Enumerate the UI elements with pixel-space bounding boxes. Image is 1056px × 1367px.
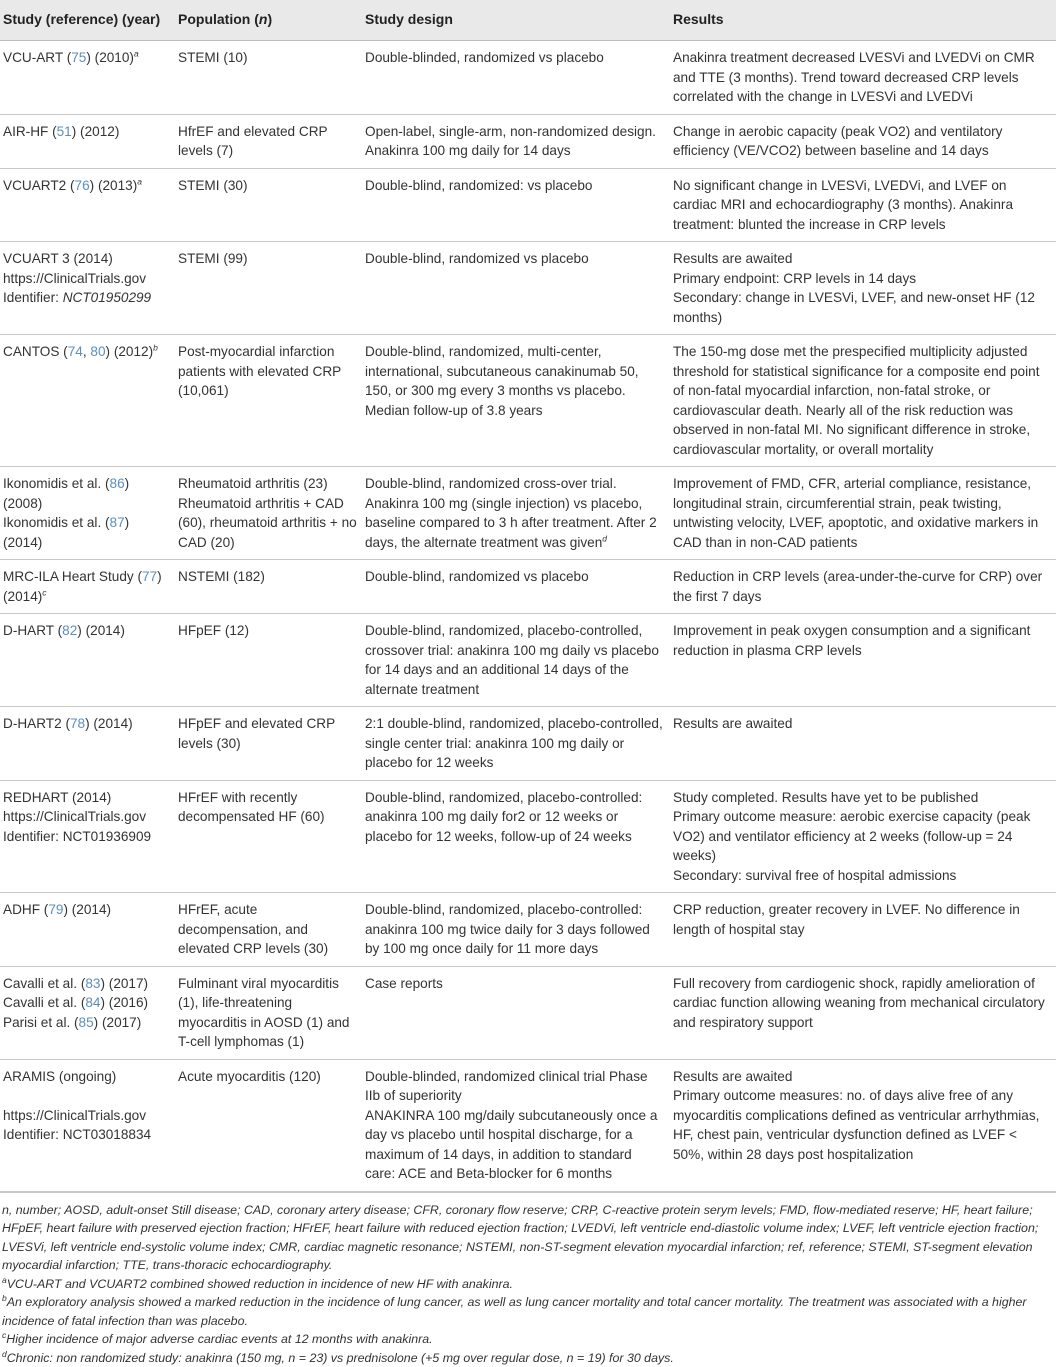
table-row: [0, 560, 1056, 614]
design-text: Double-blinded, randomized vs placebo: [365, 48, 665, 68]
cell-population: [175, 242, 362, 335]
abbreviations-note: n, number; AOSD, adult-onset Still disease; CAD, coronary artery disease; CFR, coronary flow reserve; CRP, C-reactive protein serym levels; FMD, flow-mediated reserve; HF, heart failure; HFpEF, heart failure with preserved ejection fraction; HFrEF, heart failure with reduced ejection fraction; LVEDVi, left ventricle end-diastolic volume index; LVEF, left ventricle ejection fraction; LVESVi, left ventricle end-systolic volume index; CMR, cardiac magnetic resonance; NSTEMI, non-ST-segment elevation myocardial infarction; ref, reference; STEMI, ST-segment elevation myocardial infarction; TTE, trans-thoracic echocardiography.: [2, 1201, 1052, 1275]
footnote: [2, 1275, 1052, 1294]
study-name: [3, 900, 170, 920]
study-line: [3, 788, 170, 808]
study-name: [3, 48, 170, 68]
study-text: REDHART (2014): [3, 790, 111, 805]
study-name: [3, 974, 170, 994]
results-text: Results are awaited: [673, 1067, 1051, 1087]
cell-results: [670, 335, 1056, 467]
table-row: [0, 41, 1056, 115]
cell-results: [670, 707, 1056, 781]
table-footnotes: [0, 1192, 1056, 1367]
text-segment: ) (2017): [100, 976, 148, 991]
population-text: Acute myocarditis (120): [178, 1067, 357, 1087]
cell-results: [670, 1059, 1056, 1191]
population-text: HFrEF, acute decompensation, and elevated CRP levels (30): [178, 900, 357, 959]
design-text: Case reports: [365, 974, 665, 994]
cell-population: [175, 560, 362, 614]
text-segment: MRC-ILA Heart Study (: [3, 569, 142, 584]
population-text: Post-myocardial infarction patients with elevated CRP (10,061): [178, 342, 357, 401]
results-text: Primary outcome measure: aerobic exercise capacity (peak VO2) and ventilator efficiency at 2 weeks (follow-up = 24 weeks): [673, 807, 1051, 866]
study-line: [3, 269, 170, 289]
reference-link[interactable]: 78: [70, 716, 85, 731]
reference-link[interactable]: 86: [110, 476, 125, 491]
text-segment: ) (2017): [94, 1015, 142, 1030]
results-text: Results are awaited: [673, 714, 1051, 734]
study-name: [3, 513, 170, 552]
table-row: [0, 114, 1056, 168]
cell-population: [175, 467, 362, 560]
results-text: Change in aerobic capacity (peak VO2) and ventilatory efficiency (VE/VCO2) between baseline and 14 days: [673, 122, 1051, 161]
footnote-mark: c: [42, 587, 46, 597]
study-line: [3, 827, 170, 847]
text-segment: CANTOS (: [3, 344, 68, 359]
results-text: Improvement of FMD, CFR, arterial compliance, resistance, longitudinal strain, circumferential strain, peak twisting, untwisting velocity, LVEF, apoptotic, and oxidative markers in CAD than in non-CAD patients: [673, 474, 1051, 552]
design-text: ANAKINRA 100 mg/daily subcutaneously once a day vs placebo until hospital discharge, for a maximum of 14 days, in addition to standard care: ACE and Beta-blocker for 6 months: [365, 1106, 665, 1184]
text-segment: ) (2008): [3, 476, 129, 511]
cell-study: [0, 560, 175, 614]
cell-population: [175, 707, 362, 781]
cell-results: [670, 168, 1056, 242]
table-row: [0, 1059, 1056, 1191]
trial-identifier: NCT01950299: [63, 290, 151, 305]
results-text: Results are awaited: [673, 249, 1051, 269]
design-text: Double-blind, randomized: vs placebo: [365, 176, 665, 196]
reference-link[interactable]: 87: [110, 515, 125, 530]
cell-population: [175, 614, 362, 707]
footnote-mark: d: [602, 533, 607, 543]
text-segment: ) (2013): [90, 178, 138, 193]
cell-results: [670, 114, 1056, 168]
cell-design: [362, 614, 670, 707]
footnote: [2, 1349, 1052, 1367]
cell-results: [670, 242, 1056, 335]
table-header: [0, 0, 1056, 41]
study-line: [3, 1106, 170, 1126]
cell-study: [0, 1059, 175, 1191]
text-segment: ADHF (: [3, 902, 48, 917]
text-segment: AIR-HF (: [3, 124, 57, 139]
cell-design: [362, 168, 670, 242]
text-segment: VCU-ART (: [3, 50, 71, 65]
design-text: Double-blind, randomized, placebo-controlled, crossover trial: anakinra 100 mg daily vs placebo for 14 days and an additional 14 days of the alternate treatment: [365, 621, 665, 699]
text-segment: Cavalli et al. (: [3, 995, 85, 1010]
table-row: [0, 707, 1056, 781]
results-text: Secondary: change in LVESVi, LVEF, and new-onset HF (12 months): [673, 288, 1051, 327]
table-row: [0, 780, 1056, 893]
text-segment: Double-blind, randomized cross-over trial. Anakinra 100 mg (single injection) vs placebo, baseline compared to 3 h after treatment. After 2 days, the alternate treatment was given: [365, 476, 657, 550]
population-text: HFrEF with recently decompensated HF (60): [178, 788, 357, 827]
study-name: [3, 176, 170, 196]
cell-design: [362, 780, 670, 893]
study-name: [3, 342, 170, 362]
cell-study: [0, 707, 175, 781]
cell-population: [175, 780, 362, 893]
header-study: Study (reference) (year): [0, 0, 175, 41]
footnote-mark: a: [137, 176, 142, 186]
cell-results: [670, 893, 1056, 967]
cell-population: [175, 41, 362, 115]
table-row: [0, 335, 1056, 467]
results-text: Improvement in peak oxygen consumption and a significant reduction in plasma CRP levels: [673, 621, 1051, 660]
cell-design: [362, 966, 670, 1059]
study-text: Identifier: NCT01936909: [3, 829, 151, 844]
footnote-text: Chronic: non randomized study: anakinra (150 mg, n = 23) vs prednisolone (+5 mg over regular dose, n = 19) for 30 days.: [7, 1351, 674, 1365]
text-segment: ) (2014): [3, 569, 162, 604]
text-segment: D-HART (: [3, 623, 62, 638]
design-text: 2:1 double-blind, randomized, placebo-controlled, single center trial: anakinra 100 mg daily or placebo for 12 weeks: [365, 714, 665, 773]
cell-study: [0, 114, 175, 168]
cell-design: [362, 335, 670, 467]
footnote-mark: b: [153, 342, 158, 352]
footnote-text: Higher incidence of major adverse cardiac events at 12 months with anakinra.: [6, 1332, 432, 1346]
text-segment: Ikonomidis et al. (: [3, 515, 110, 530]
cell-design: [362, 41, 670, 115]
footnote-mark: a: [134, 48, 139, 58]
study-name: [3, 1013, 170, 1033]
reference-link[interactable]: 82: [62, 623, 77, 638]
study-text: https://ClinicalTrials.gov: [3, 809, 146, 824]
table-row: [0, 168, 1056, 242]
footnote-text: An exploratory analysis showed a marked reduction in the incidence of lung cancer, as well as lung cancer mortality and total cancer mortality. The treatment was associated with a higher incidence of fatal infection than was placebo.: [2, 1295, 1027, 1328]
table-row: [0, 242, 1056, 335]
reference-link[interactable]: 85: [79, 1015, 94, 1030]
text-segment: ) (2012): [72, 124, 120, 139]
study-text: ARAMIS (ongoing): [3, 1069, 116, 1084]
design-text: Double-blind, randomized, placebo-controlled: anakinra 100 mg daily for2 or 12 weeks or placebo for 12 weeks, follow-up of 24 weeks: [365, 788, 665, 847]
reference-link[interactable]: 79: [48, 902, 63, 917]
cell-study: [0, 893, 175, 967]
cell-study: [0, 467, 175, 560]
design-text: Double-blinded, randomized clinical trial Phase IIb of superiority: [365, 1067, 665, 1106]
table-body: [0, 41, 1056, 1192]
table-row: [0, 893, 1056, 967]
footnote-mark: d: [2, 1348, 7, 1358]
cell-population: [175, 893, 362, 967]
study-line: [3, 1086, 170, 1106]
population-text: NSTEMI (182): [178, 567, 357, 587]
header-design: Study design: [362, 0, 670, 41]
study-line: [3, 1125, 170, 1145]
text-segment: ) (2016): [100, 995, 148, 1010]
cell-design: [362, 1059, 670, 1191]
cell-results: [670, 780, 1056, 893]
text-segment: ) (2012): [106, 344, 154, 359]
results-text: No significant change in LVESVi, LVEDVi, and LVEF on cardiac MRI and echocardiography (3 months). Anakinra treatment: blunted the increase in CRP levels: [673, 176, 1051, 235]
population-text: HFpEF (12): [178, 621, 357, 641]
population-text: Fulminant viral myocarditis (1), life-threatening myocarditis in AOSD (1) and T-cell lymphomas (1): [178, 974, 357, 1052]
population-text: STEMI (30): [178, 176, 357, 196]
footnote-text: VCU-ART and VCUART2 combined showed reduction in incidence of new HF with anakinra.: [7, 1277, 513, 1291]
results-text: The 150-mg dose met the prespecified multiplicity adjusted threshold for statistical significance for a composite end point of non-fatal myocardial infarction, non-fatal stroke, or cardiovascular death. Nearly all of the risk reduction was observed in non-fatal MI. No significant difference in stroke, cardiovascular mortality, or overall mortality: [673, 342, 1051, 459]
cell-population: [175, 335, 362, 467]
population-text: HFpEF and elevated CRP levels (30): [178, 714, 357, 753]
population-text: Rheumatoid arthritis (23): [178, 474, 357, 494]
cell-design: [362, 114, 670, 168]
cell-study: [0, 966, 175, 1059]
cell-design: [362, 707, 670, 781]
cell-study: [0, 168, 175, 242]
study-text: Identifier: NCT03018834: [3, 1127, 151, 1142]
results-text: Anakinra treatment decreased LVESVi and LVEDVi on CMR and TTE (3 months). Trend toward decreased CRP levels correlated with the change in LVESVi and LVEDVi: [673, 48, 1051, 107]
text-segment: ) (2014): [85, 716, 133, 731]
study-text: Identifier:: [3, 290, 63, 305]
study-text: VCUART 3 (2014): [3, 251, 113, 266]
results-text: Study completed. Results have yet to be published: [673, 788, 1051, 808]
text-segment: D-HART2 (: [3, 716, 70, 731]
study-name: [3, 714, 170, 734]
reference-link[interactable]: 51: [57, 124, 72, 139]
study-line: [3, 249, 170, 269]
reference-link[interactable]: 77: [142, 569, 157, 584]
results-text: Secondary: survival free of hospital admissions: [673, 866, 1051, 886]
design-text: Double-blind, randomized vs placebo: [365, 567, 665, 587]
cell-design: [362, 893, 670, 967]
cell-population: [175, 966, 362, 1059]
design-text: Open-label, single-arm, non-randomized design. Anakinra 100 mg daily for 14 days: [365, 122, 665, 161]
results-text: Full recovery from cardiogenic shock, rapidly amelioration of cardiac function allowing weaning from mechanical circulatory and respiratory support: [673, 974, 1051, 1033]
footnote-mark: c: [2, 1330, 6, 1340]
study-line: [3, 807, 170, 827]
text-segment: ) (2010): [86, 50, 134, 65]
population-text: STEMI (10): [178, 48, 357, 68]
cell-population: [175, 1059, 362, 1191]
study-name: [3, 122, 170, 142]
text-segment: VCUART2 (: [3, 178, 75, 193]
reference-link[interactable]: 75: [71, 50, 86, 65]
cell-design: [362, 560, 670, 614]
text-segment: Cavalli et al. (: [3, 976, 85, 991]
study-text: https://ClinicalTrials.gov: [3, 271, 146, 286]
reference-link[interactable]: 84: [85, 995, 100, 1010]
results-text: Primary endpoint: CRP levels in 14 days: [673, 269, 1051, 289]
design-text: [365, 474, 665, 552]
cell-study: [0, 41, 175, 115]
design-text: Double-blind, randomized, placebo-controlled: anakinra 100 mg twice daily for 3 days followed by 100 mg once daily for 11 more days: [365, 900, 665, 959]
population-text: Rheumatoid arthritis + CAD (60), rheumatoid arthritis + no CAD (20): [178, 494, 357, 553]
cell-population: [175, 168, 362, 242]
reference-link[interactable]: 74: [68, 344, 83, 359]
text-segment: Parisi et al. (: [3, 1015, 79, 1030]
table-row: [0, 467, 1056, 560]
study-name: [3, 567, 170, 606]
reference-link[interactable]: 80: [90, 344, 105, 359]
cell-results: [670, 614, 1056, 707]
study-name: [3, 621, 170, 641]
results-text: Reduction in CRP levels (area-under-the-curve for CRP) over the first 7 days: [673, 567, 1051, 606]
header-population: Population (n): [175, 0, 362, 41]
cell-results: [670, 467, 1056, 560]
cell-population: [175, 114, 362, 168]
cell-results: [670, 560, 1056, 614]
study-line: [3, 288, 170, 308]
text-segment: ) (2014): [63, 902, 111, 917]
table-row: [0, 614, 1056, 707]
table-row: [0, 966, 1056, 1059]
cell-results: [670, 966, 1056, 1059]
cell-design: [362, 467, 670, 560]
footnote-mark: a: [2, 1274, 7, 1284]
study-name: [3, 474, 170, 513]
text-segment: ) (2014): [3, 515, 129, 550]
text-segment: ) (2014): [77, 623, 125, 638]
population-text: STEMI (99): [178, 249, 357, 269]
cell-results: [670, 41, 1056, 115]
cell-study: [0, 335, 175, 467]
design-text: Double-blind, randomized vs placebo: [365, 249, 665, 269]
population-text: HfrEF and elevated CRP levels (7): [178, 122, 357, 161]
footnote: [2, 1330, 1052, 1349]
study-line: [3, 1067, 170, 1087]
study-name: [3, 993, 170, 1013]
text-segment: Ikonomidis et al. (: [3, 476, 110, 491]
design-text: Double-blind, randomized, multi-center, international, subcutaneous canakinumab 50, 150, or 300 mg every 3 months vs placebo. Median follow-up of 3.8 years: [365, 342, 665, 420]
reference-link[interactable]: 83: [85, 976, 100, 991]
cell-design: [362, 242, 670, 335]
header-results: Results: [670, 0, 1056, 41]
footnote-mark: b: [2, 1293, 7, 1303]
text-segment: ,: [83, 344, 91, 359]
footnote: [2, 1293, 1052, 1330]
cell-study: [0, 242, 175, 335]
study-text: https://ClinicalTrials.gov: [3, 1108, 146, 1123]
cell-study: [0, 780, 175, 893]
reference-link[interactable]: 76: [75, 178, 90, 193]
cell-study: [0, 614, 175, 707]
results-text: Primary outcome measures: no. of days alive free of any myocarditis complications defined as ventricular arrhythmias, HF, chest pain, ventricular dysfunction defined as LVEF < 50%, within 28 days post hospitalization: [673, 1086, 1051, 1164]
results-text: CRP reduction, greater recovery in LVEF. No difference in length of hospital stay: [673, 900, 1051, 939]
